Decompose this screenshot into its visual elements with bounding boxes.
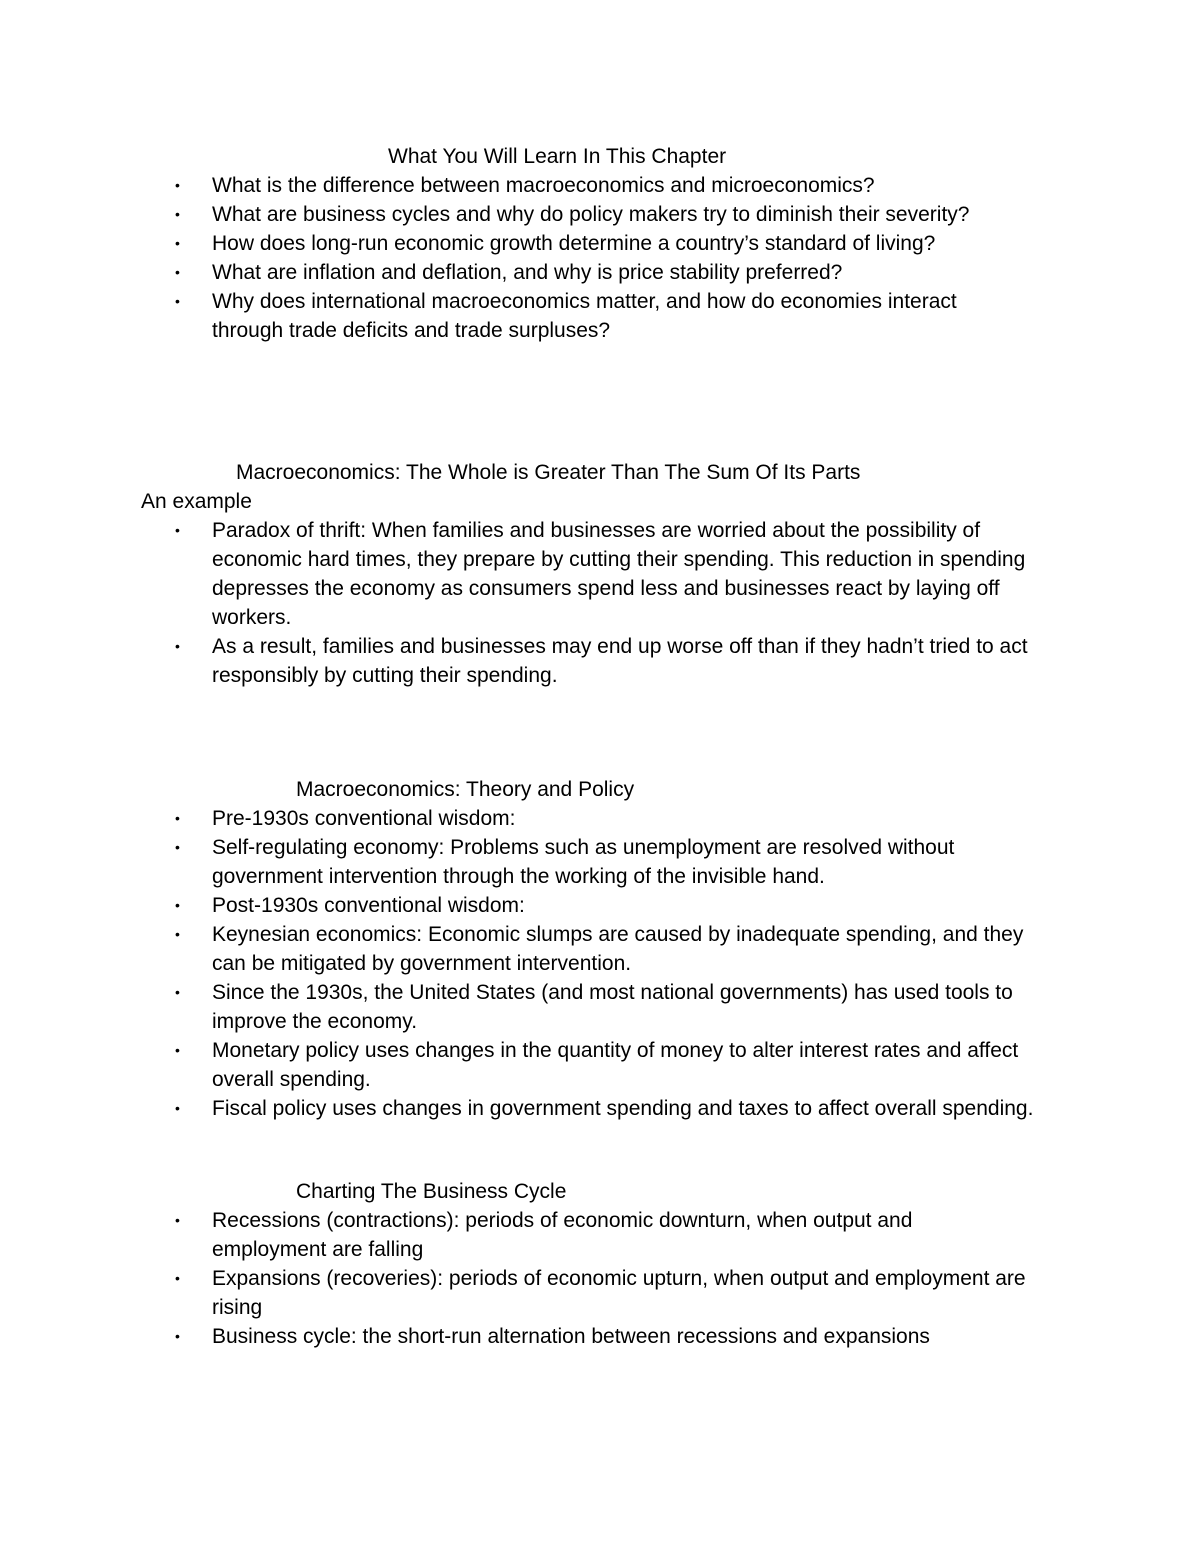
bullet-icon: •: [175, 1042, 180, 1058]
list-item-text: Monetary policy uses changes in the quantity of money to alter interest rates and affect overall spending.: [212, 1039, 1019, 1091]
bullet-list: [0, 1206, 1072, 1351]
list-item-text: Fiscal policy uses changes in government spending and taxes to affect overall spending.: [212, 1097, 1034, 1120]
list-item-text: Recessions (contractions): periods of economic downturn, when output and employment are falling: [212, 1209, 913, 1261]
list-item: [0, 1264, 1062, 1322]
bullet-icon: •: [175, 177, 180, 193]
section-heading: Macroeconomics: The Whole is Greater Than The Sum Of Its Parts: [236, 461, 861, 484]
bullet-icon: •: [175, 1212, 180, 1228]
list-item: [0, 978, 1042, 1036]
bullet-icon: •: [175, 810, 180, 826]
list-item: [0, 804, 1072, 833]
list-item-text: Self-regulating economy: Problems such as unemployment are resolved without government intervention through the working of the invisible hand.: [212, 836, 955, 888]
list-item-text: As a result, families and businesses may end up worse off than if they hadn’t tried to act responsibly by cutting their spending.: [212, 635, 1028, 687]
list-item-text: What are inflation and deflation, and why is price stability preferred?: [212, 261, 843, 284]
bullet-icon: •: [175, 522, 180, 538]
bullet-icon: •: [175, 1100, 180, 1116]
list-item: [0, 632, 1057, 690]
list-item: [0, 891, 1072, 920]
list-item: [0, 1206, 952, 1264]
bullet-icon: •: [175, 984, 180, 1000]
bullet-icon: •: [175, 293, 180, 309]
list-item: [0, 200, 1072, 229]
list-item: [0, 920, 1042, 978]
list-item-text: How does long-run economic growth determine a country’s standard of living?: [212, 232, 936, 255]
bullet-list: [0, 804, 1112, 1123]
bullet-list: [0, 516, 1057, 690]
list-item-text: Keynesian economics: Economic slumps are caused by inadequate spending, and they can be mitigated by government intervention.: [212, 923, 1024, 975]
list-item: [0, 1322, 1072, 1351]
bullet-icon: •: [175, 235, 180, 251]
section-subheading: An example: [141, 490, 252, 513]
list-item-text: Since the 1930s, the United States (and most national governments) has used tools to improve the economy.: [212, 981, 1013, 1033]
section-heading: Macroeconomics: Theory and Policy: [296, 778, 635, 801]
list-item: [0, 229, 1072, 258]
bullet-icon: •: [175, 264, 180, 280]
list-item-text: Paradox of thrift: When families and businesses are worried about the possibility of economic hard times, they prepare by cutting their spending. This reduction in spending depresses the economy as consumers spend less and businesses react by laying off workers.: [212, 519, 1026, 629]
list-item-text: Business cycle: the short-run alternation between recessions and expansions: [212, 1325, 930, 1348]
list-item: [0, 287, 1002, 345]
bullet-icon: •: [175, 839, 180, 855]
bullet-icon: •: [175, 897, 180, 913]
list-item-text: What are business cycles and why do policy makers try to diminish their severity?: [212, 203, 970, 226]
bullet-icon: •: [175, 206, 180, 222]
bullet-list: [0, 171, 1072, 345]
bullet-icon: •: [175, 926, 180, 942]
list-item: [0, 171, 1072, 200]
bullet-icon: •: [175, 1328, 180, 1344]
list-item-text: Post-1930s conventional wisdom:: [212, 894, 525, 917]
list-item: [0, 258, 1072, 287]
section-heading: What You Will Learn In This Chapter: [388, 145, 727, 168]
list-item: [0, 833, 1002, 891]
list-item-text: What is the difference between macroeconomics and microeconomics?: [212, 174, 875, 197]
bullet-icon: •: [175, 1270, 180, 1286]
list-item-text: Expansions (recoveries): periods of economic upturn, when output and employment are rising: [212, 1267, 1026, 1319]
list-item-text: Why does international macroeconomics matter, and how do economies interact through trade deficits and trade surpluses?: [212, 290, 957, 342]
bullet-icon: •: [175, 638, 180, 654]
section-heading: Charting The Business Cycle: [296, 1180, 567, 1203]
list-item: [0, 1036, 1057, 1094]
list-item-text: Pre-1930s conventional wisdom:: [212, 807, 516, 830]
list-item: [0, 516, 1057, 632]
list-item: [0, 1094, 1112, 1123]
